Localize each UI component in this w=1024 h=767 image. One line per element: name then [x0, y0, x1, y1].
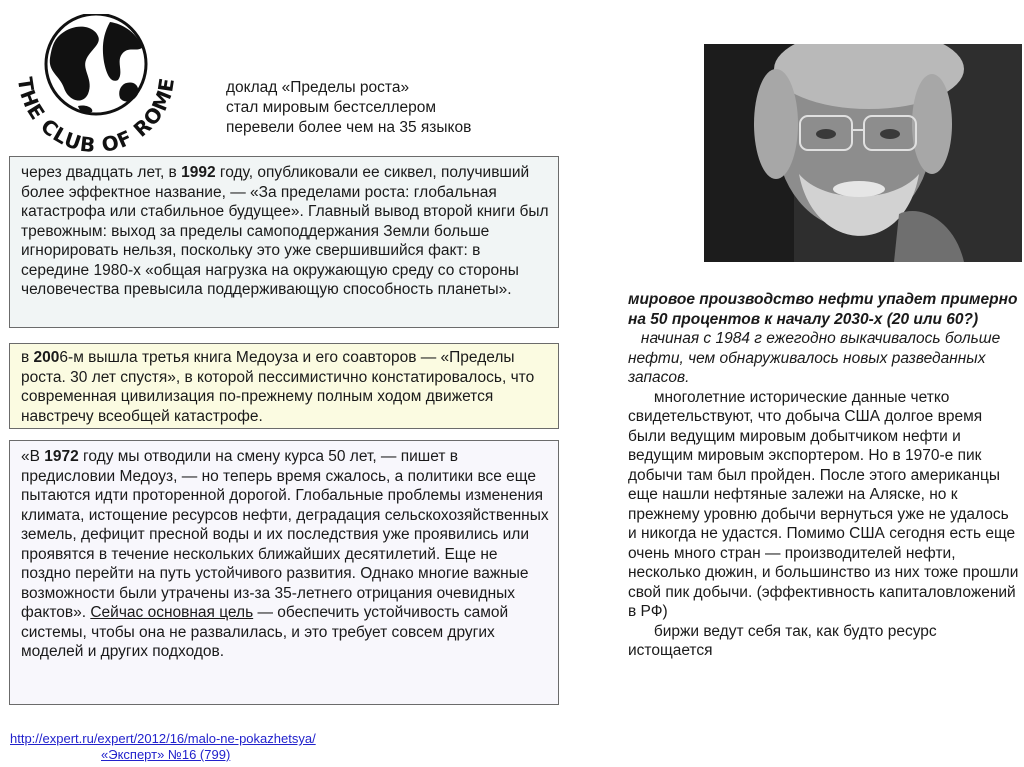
- markets-paragraph: биржи ведут себя так, как будто ресурс истощается: [628, 622, 937, 659]
- box-text: в: [21, 349, 34, 366]
- box-text: году, опубликовали ее сиквел, получивший более эффектное название, — «За пределами роста: глобальная катастрофа или стабильное будущее». Главный вывод второй книги был тревожным: выход за пределы самоподдержания Земли больше игнорировать нельзя, поскольку это уже свершившийся факт: в середине 1980-х «общая нагрузка на окружающую среду со стороны человечества превысила поддерживающую способность планеты».: [21, 164, 549, 298]
- portrait-photo: [704, 44, 1022, 262]
- sequel-1992-box: [9, 156, 559, 328]
- source-link[interactable]: http://expert.ru/expert/2012/16/malo-ne-pokazhetsya/: [10, 731, 316, 746]
- club-of-rome-logo: [6, 14, 186, 154]
- meadows-quote-box: [9, 440, 559, 705]
- logo-text: THE CLUB OF ROME: [12, 75, 180, 154]
- underlined-phrase: Сейчас основная цель: [90, 604, 254, 621]
- intro-line: стал мировым бестселлером: [226, 99, 436, 116]
- year-highlight: 1992: [181, 164, 216, 181]
- box-text: через двадцать лет, в: [21, 164, 182, 181]
- oil-forecast-heading: мировое производство нефти упадет примерно на 50 процентов к началу 2030-х (20 или 60?): [628, 291, 1018, 328]
- source-reference: [10, 731, 316, 763]
- third-book-2006-box: [9, 343, 559, 429]
- box-text: 6-м вышла третья книга Медоуза и его соавторов — «Пределы роста. 30 лет спустя», в которой пессимистично констатировалось, что современная цивилизация по-прежнему полным ходом движется навстречу всеобщей катастрофе.: [21, 349, 535, 425]
- us-production-paragraph: многолетние исторические данные четко свидетельствуют, что добыча США долгое время были ведущим мировым добытчиком нефти и ведущим мировым экспортером. Но в 1970-е пик добычи там был пройден. После этого американцы еще нашли нефтяные залежи на Аляске, но к прежнему уровню добычи вернуться уже не удалось и никогда не удастся. Помимо США сегодня есть еще очень много стран — производителей нефти, несколько дюжин, и большинство из них тоже прошли свой пик добычи. (эффективность капиталовложений в РФ): [628, 388, 1019, 620]
- oil-extraction-note: начиная с 1984 г ежегодно выкачивалось больше нефти, чем обнаруживалось новых разведанных запасов.: [628, 330, 1001, 386]
- intro-line: перевели более чем на 35 языков: [226, 119, 472, 136]
- intro-text: [226, 78, 526, 138]
- box-text: — обеспечить устойчивость самой системы, чтобы она не развалилась, и это требует совсем других моделей и других подходов.: [21, 604, 509, 660]
- oil-production-text: [628, 290, 1020, 661]
- intro-line: доклад «Пределы роста»: [226, 79, 410, 96]
- magazine-link[interactable]: «Эксперт» №16 (799): [101, 747, 231, 762]
- box-text: году мы отводили на смену курса 50 лет, — пишет в предисловии Медоуз, — но теперь время сжалось, а политики все еще пытаются идти проторенной дорогой. Глобальные проблемы изменения климата, истощение ресурсов нефти, деградация сельскохозяйственных земель, дефицит пресной воды и их последствия уже проявились или проявятся в течение нескольких ближайших десятилетий. Еще не поздно перейти на путь устойчивого развития. Однако многие важные возможности были утрачены из-за 35-летнего отрицания очевидных фактов».: [21, 448, 549, 621]
- year-highlight: 200: [33, 349, 60, 366]
- year-highlight: 1972: [44, 448, 79, 465]
- box-text: «В: [21, 448, 45, 465]
